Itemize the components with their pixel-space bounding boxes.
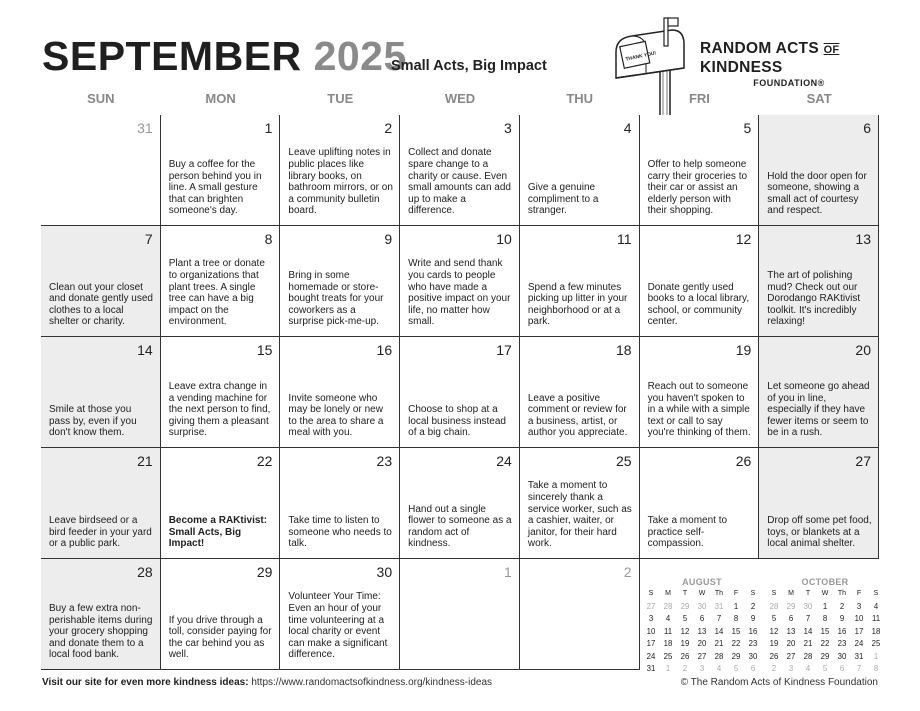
day-number: 29: [256, 564, 273, 580]
mini-weekday: S: [771, 590, 777, 597]
mini-day: 6: [788, 614, 794, 623]
day-number: 31: [137, 120, 153, 136]
day-cell: [520, 226, 640, 337]
mini-day: 22: [731, 639, 741, 648]
weekday-mon: MON: [205, 91, 236, 106]
day-number: 26: [735, 453, 752, 469]
mini-day: 30: [697, 601, 707, 611]
mini-day: 5: [733, 664, 739, 673]
day-number: 23: [376, 453, 393, 469]
mini-day: 27: [697, 651, 707, 661]
day-cell: [41, 559, 161, 670]
mini-weekday: M: [788, 590, 794, 597]
mini-day: 31: [854, 651, 864, 661]
mini-day: 25: [663, 651, 673, 661]
mini-weekday: S: [648, 590, 654, 597]
kindness-idea: Clean out your closet and donate gently used clothes to a local shelter or charity.: [49, 281, 153, 328]
kindness-idea: Bring in some homemade or store-bought treats for your coworkers as a surprise pick-me-up.: [288, 270, 384, 328]
day-cell: [280, 226, 400, 337]
mini-day: 7: [856, 664, 862, 673]
day-number: 15: [256, 342, 273, 358]
day-number: 22: [256, 453, 273, 469]
day-cell: [161, 115, 281, 226]
day-number: 7: [144, 231, 153, 247]
day-number: 10: [496, 231, 512, 247]
weekday-tue: TUE: [327, 91, 354, 106]
mini-day: 6: [750, 664, 756, 673]
mini-day: 31: [646, 664, 656, 673]
mini-day: 29: [786, 601, 796, 611]
day-cell: [640, 337, 760, 448]
weekday-sat: SAT: [806, 91, 832, 106]
day-cell: [161, 226, 281, 337]
mini-calendar-october: [766, 577, 884, 675]
mini-day: 19: [769, 639, 779, 648]
mini-day: 10: [854, 614, 864, 623]
logo-line1-a: RANDOM ACTS: [700, 40, 824, 57]
day-number: 13: [855, 231, 871, 247]
day-number: 5: [743, 120, 752, 136]
day-cell: [400, 448, 520, 559]
day-number: 2: [623, 564, 632, 580]
mini-day: 2: [839, 601, 845, 611]
mini-day: 26: [769, 651, 779, 661]
mini-day: 28: [663, 601, 673, 611]
kindness-idea: Take a moment to sincerely thank a service worker, such as a cashier, waiter, or janitor, for their hard work.: [527, 480, 632, 550]
day-cell: [520, 559, 640, 670]
mini-day: 29: [731, 651, 741, 661]
day-cell: [400, 226, 520, 337]
day-number: 28: [137, 564, 153, 580]
kindness-idea: Take time to listen to someone who needs to talk.: [288, 515, 392, 550]
day-cell: [640, 115, 760, 226]
mini-day: 2: [771, 664, 777, 673]
mini-day: 6: [699, 614, 705, 623]
day-cell: [759, 448, 879, 559]
mini-day: 2: [682, 664, 688, 673]
mini-weekday: M: [665, 590, 671, 597]
mini-day: 6: [839, 664, 845, 673]
mini-weekday: T: [682, 590, 688, 597]
mini-day: 5: [682, 614, 688, 623]
logo-line1-b: KINDNESS: [700, 59, 783, 76]
mini-day: 27: [646, 601, 656, 611]
day-cell: [161, 448, 281, 559]
day-cell: [400, 115, 520, 226]
mini-day: 11: [663, 626, 673, 636]
mini-day: 14: [714, 626, 724, 636]
day-number: 9: [384, 231, 393, 247]
mini-day: 18: [663, 639, 673, 648]
mini-day: 5: [822, 664, 828, 673]
kindness-idea: Leave uplifting notes in public places like library books, on bathroom mirrors, or on a community bulletin board.: [288, 147, 393, 217]
mini-day: 30: [803, 601, 813, 611]
mini-day: 28: [769, 601, 779, 611]
mini-weekday: F: [733, 590, 739, 597]
day-cell: [280, 448, 400, 559]
mini-day: 4: [665, 614, 671, 623]
mini-day: 4: [873, 601, 879, 611]
day-cell: [41, 337, 161, 448]
mini-day: 22: [820, 639, 830, 648]
foundation-logo: [700, 40, 920, 88]
kindness-idea: Write and send thank you cards to people who have made a positive impact on your life, no matter how small.: [408, 258, 511, 328]
mini-day: 9: [839, 614, 845, 623]
kindness-idea: Let someone go ahead of you in line, especially if they have fewer items or seem to be in a rush.: [767, 381, 870, 439]
day-cell: [41, 115, 161, 226]
mini-day: 18: [871, 626, 881, 636]
mini-day: 11: [871, 614, 881, 623]
kindness-idea: Plant a tree or donate to organizations that plant trees. A single tree can have a big impact on the environment.: [168, 258, 265, 328]
mini-day: 17: [854, 626, 864, 636]
mini-weekday: W: [698, 590, 706, 597]
day-cell: [161, 559, 281, 670]
logo-line1-of: OF: [823, 44, 840, 56]
mini-day: 5: [771, 614, 777, 623]
day-number: 25: [615, 453, 632, 469]
day-cell: [520, 448, 640, 559]
kindness-idea: Volunteer Your Time: Even an hour of your time volunteering at a local charity or event can make a significant difference.: [288, 591, 388, 661]
mini-day: 30: [837, 651, 847, 661]
day-number: 16: [376, 342, 393, 358]
mini-day: 1: [733, 601, 739, 611]
page-title: [42, 34, 407, 78]
mini-weekday: S: [750, 590, 756, 597]
tagline: Small Acts, Big Impact: [391, 58, 547, 74]
mini-day: 25: [871, 639, 881, 648]
kindness-idea: Buy a few extra non-perishable items during your grocery shopping and donate them to a local food bank.: [49, 603, 153, 661]
mini-day: 26: [680, 651, 690, 661]
kindness-idea: Reach out to someone you haven't spoken to in a while with a simple text or call to say you're thinking of them.: [647, 381, 751, 439]
footer-left-bold: Visit our site for even more kindness ideas:: [42, 677, 249, 688]
mini-day: 3: [856, 601, 862, 611]
day-number: 19: [735, 342, 752, 358]
mini-day: 20: [697, 639, 707, 648]
day-number: 18: [615, 342, 632, 358]
kindness-idea: Buy a coffee for the person behind you in line. A small gesture that can brighten someone's day.: [168, 159, 262, 217]
kindness-idea: Leave birdseed or a bird feeder in your yard or a public park.: [49, 515, 152, 550]
day-cell: [759, 337, 879, 448]
mini-day: 8: [873, 664, 879, 673]
mini-day: 16: [748, 626, 758, 636]
kindness-idea: Spend a few minutes picking up litter in your neighborhood or at a park.: [527, 281, 628, 328]
mini-weekday: S: [873, 590, 879, 597]
mini-day: 24: [854, 639, 864, 648]
mini-day: 20: [786, 639, 796, 648]
mini-day: 15: [731, 626, 741, 636]
kindness-idea: The art of polishing mud? Check out our Dorodango RAKtivist toolkit. It's incredibly relaxing!: [767, 270, 861, 328]
day-cell: [520, 337, 640, 448]
day-cell: [759, 115, 879, 226]
footer-link-text: [42, 677, 492, 688]
mini-day: 10: [646, 626, 656, 636]
kindness-idea: Choose to shop at a local business instead of a big chain.: [408, 404, 506, 439]
mini-day: 7: [716, 614, 722, 623]
mini-day: 28: [803, 651, 813, 661]
mini-day: 14: [803, 626, 813, 636]
mini-day: 17: [646, 639, 656, 648]
mini-day: 23: [748, 639, 758, 648]
mini-day: 28: [714, 651, 724, 661]
kindness-idea: Smile at those you pass by, even if you don't know them.: [49, 404, 137, 439]
day-number: 1: [504, 564, 512, 580]
mini-weekday: Th: [837, 590, 847, 597]
mini-day: 16: [837, 626, 847, 636]
mini-day: 13: [786, 626, 796, 636]
day-number: 17: [496, 342, 512, 358]
kindness-idea: Leave extra change in a vending machine for the next person to find, giving them a pleasant surprise.: [168, 381, 271, 439]
day-cell: [640, 226, 760, 337]
day-number: 6: [863, 120, 871, 136]
mini-day: 12: [769, 626, 779, 636]
logo-line2: FOUNDATION: [753, 78, 818, 88]
weekday-sun: SUN: [87, 91, 115, 106]
kindness-idea: Leave a positive comment or review for a business, artist, or author you appreciate.: [527, 392, 628, 439]
day-number: 1: [264, 120, 273, 136]
day-number: 24: [496, 453, 512, 469]
mini-day: 4: [716, 664, 722, 673]
kindness-idea: Take a moment to practice self-compassion.: [647, 515, 728, 550]
mini-weekday: F: [856, 590, 862, 597]
mini-day: 7: [805, 614, 811, 623]
mini-day: 31: [714, 601, 724, 611]
mini-day: 3: [699, 664, 705, 673]
weekday-thu: THU: [566, 91, 594, 106]
day-cell: [400, 337, 520, 448]
day-cell: [280, 559, 400, 670]
registered-mark: ®: [817, 78, 825, 88]
mini-weekday: Th: [714, 590, 724, 597]
weekday-fri: FRI: [688, 91, 710, 106]
day-cell: [640, 448, 760, 559]
title-month: SEPTEMBER: [42, 33, 302, 79]
mini-day: 21: [714, 639, 724, 648]
day-cell: [161, 337, 281, 448]
day-cell: [759, 226, 879, 337]
kindness-idea: Offer to help someone carry their groceries to their car or assist an elderly person with their shopping.: [647, 159, 748, 217]
day-number: 30: [376, 564, 393, 580]
kindness-idea: Donate gently used books to a local library, school, or community center.: [647, 281, 750, 328]
mini-day: 24: [646, 651, 656, 661]
day-number: 12: [735, 231, 752, 247]
mini-day: 3: [788, 664, 794, 673]
mini-day: 1: [822, 601, 828, 611]
mini-calendar-title: OCTOBER: [801, 577, 849, 587]
mini-day: 12: [680, 626, 690, 636]
day-cell: [41, 226, 161, 337]
weekday-wed: WED: [444, 91, 476, 106]
mini-day: 4: [805, 664, 811, 673]
day-number: 20: [855, 342, 871, 358]
day-number: 11: [617, 231, 632, 247]
mini-weekday: T: [805, 590, 811, 597]
mini-day: 29: [820, 651, 830, 661]
day-number: 2: [384, 120, 393, 136]
day-number: 14: [137, 342, 153, 358]
title-year: 2025: [313, 33, 407, 79]
mini-day: 1: [665, 664, 671, 673]
mini-day: 8: [822, 614, 828, 623]
kindness-idea: Give a genuine compliment to a stranger.: [527, 182, 599, 217]
day-cell: [520, 115, 640, 226]
mini-day: 15: [820, 626, 830, 636]
mailbox-sign: THANK YOU!: [624, 50, 657, 63]
kindness-idea: Hand out a single flower to someone as a random act of kindness.: [408, 503, 512, 550]
mini-day: 19: [680, 639, 690, 648]
kindness-idea: Drop off some pet food, toys, or blankets at a local animal shelter.: [767, 515, 872, 550]
mini-day: 8: [733, 614, 739, 623]
mini-calendar-august: [643, 577, 761, 675]
footer-copyright: © The Random Acts of Kindness Foundation: [680, 677, 878, 688]
mini-day: 21: [803, 639, 813, 648]
mini-day: 29: [680, 601, 690, 611]
mini-day: 30: [748, 651, 758, 661]
day-cell: [400, 559, 520, 670]
day-number: 21: [137, 453, 153, 469]
mini-day: 27: [786, 651, 796, 661]
day-cell: [280, 337, 400, 448]
mini-day: 13: [697, 626, 707, 636]
footer-url[interactable]: https://www.randomactsofkindness.org/kindness-ideas: [248, 677, 493, 688]
mini-weekday: W: [821, 590, 829, 597]
day-number: 4: [623, 120, 632, 136]
day-number: 3: [504, 120, 512, 136]
day-cell: [41, 448, 161, 559]
mini-calendar-title: AUGUST: [682, 577, 722, 587]
mini-day: 9: [750, 614, 756, 623]
mini-day: 23: [837, 639, 847, 648]
day-number: 27: [855, 453, 871, 469]
mini-day: 2: [750, 601, 756, 611]
kindness-idea: Collect and donate spare change to a charity or cause. Even small amounts can add up to make a difference.: [408, 147, 511, 217]
kindness-idea: Become a RAKtivist: Small Acts, Big Impact!: [168, 515, 268, 550]
kindness-idea: Invite someone who may be lonely or new to the area to share a meal with you.: [288, 392, 384, 439]
kindness-idea: If you drive through a toll, consider paying for the car behind you as well.: [168, 614, 272, 661]
day-number: 8: [264, 231, 273, 247]
kindness-idea: Hold the door open for someone, showing a small act of courtesy and respect.: [767, 170, 867, 217]
mini-day: 1: [873, 651, 879, 661]
mini-day: 3: [648, 614, 654, 623]
day-cell: [280, 115, 400, 226]
